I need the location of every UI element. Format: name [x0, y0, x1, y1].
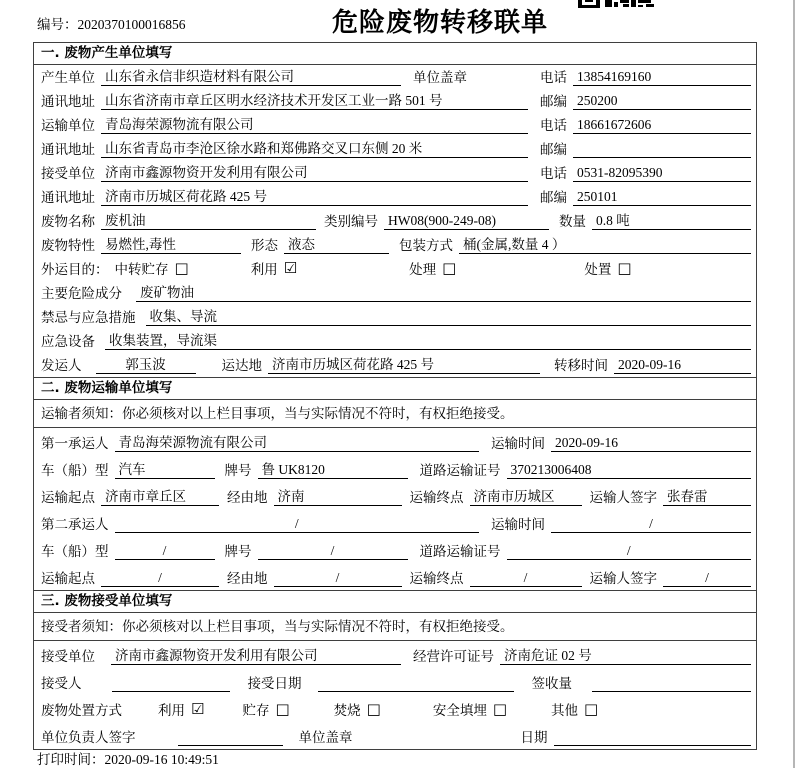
hazard-component-label: 主要危险成分	[41, 286, 122, 301]
disposal-landfill	[433, 699, 507, 719]
producer-phone-value: 13854169160	[573, 69, 751, 86]
transfer-time-label: 转移时间	[554, 358, 608, 373]
transport-time1-value: 2020-09-16	[551, 435, 751, 452]
terminus1-value: 济南市历城区	[470, 485, 582, 506]
disposal-utilize	[158, 699, 204, 719]
disposal-utilize-checkbox: ☑	[191, 699, 205, 718]
section1-title: 一. 废物产生单位填写	[34, 43, 756, 65]
transfer-storage-checkbox: □	[174, 258, 189, 277]
terminus1-label: 运输终点	[409, 490, 464, 505]
packing-value: 桶(金属,数量 4 ）	[459, 233, 751, 254]
road-permit2-value: /	[507, 543, 752, 560]
vehicle-type1-label: 车（船）型	[41, 463, 109, 478]
row-receiver-address	[34, 185, 756, 209]
disposal-incinerate-label: 焚烧	[333, 703, 361, 718]
accept-person-value	[112, 676, 230, 692]
via1-value: 济南	[274, 485, 402, 506]
outbound-purpose-label: 外运目的：	[41, 262, 109, 277]
producer-address-value: 山东省济南市章丘区明水经济技术开发区工业一路 501 号	[101, 89, 528, 110]
producer-zip-label: 邮编	[540, 94, 567, 109]
transporter-notice: 运输者须知：你必须核对以上栏目事项，当与实际情况不符时，有权拒绝接受。	[34, 400, 756, 428]
disposal-storage	[242, 699, 289, 719]
row-producer-unit	[34, 65, 756, 89]
quantity-value: 0.8 吨	[592, 209, 751, 230]
receiver-zip-value: 250101	[573, 189, 751, 206]
serial-value: 2020370100016856	[77, 17, 186, 32]
row-route2	[34, 563, 756, 590]
transporter-zip-value	[573, 142, 751, 158]
row-accept-unit	[34, 641, 756, 668]
utilize-checkbox: ☑	[283, 258, 298, 277]
origin2-value: /	[101, 570, 219, 587]
receiver-unit-value: 济南市鑫源物资开发利用有限公司	[101, 161, 528, 182]
dispose-checkbox: □	[617, 258, 632, 277]
origin1-label: 运输起点	[41, 490, 95, 505]
signed-quantity-label: 签收量	[531, 676, 572, 691]
producer-unit-value: 山东省永信非织造材料有限公司	[101, 65, 401, 86]
row-waste-property	[34, 233, 756, 257]
road-permit1-value: 370213006408	[507, 462, 752, 479]
row-consignor	[34, 353, 756, 377]
treat-label: 处理	[409, 262, 437, 277]
first-carrier-value: 青岛海荣源物流有限公司	[115, 431, 480, 452]
receiver-phone-value: 0531-82095390	[573, 165, 751, 182]
carrier-sign2-value: /	[663, 570, 751, 587]
dispose-label: 处置	[584, 262, 612, 277]
disposal-other	[551, 699, 598, 719]
via1-label: 经由地	[227, 490, 268, 505]
producer-address-label: 通讯地址	[41, 94, 95, 109]
terminus2-label: 运输终点	[409, 571, 464, 586]
row-emergency-equipment	[34, 329, 756, 353]
utilize-label: 利用	[250, 262, 278, 277]
waste-name-label: 废物名称	[41, 214, 95, 229]
disposal-incinerate	[334, 699, 381, 719]
category-code-label: 类别编号	[324, 214, 378, 229]
road-permit2-label: 道路运输证号	[419, 544, 501, 559]
transporter-unit-value: 青岛海荣源物流有限公司	[101, 113, 528, 134]
second-carrier-label: 第二承运人	[41, 517, 109, 532]
accept-unit-label: 接受单位	[41, 649, 95, 664]
transporter-address-value: 山东省青岛市李沧区徐水路和郑佛路交叉口东侧 20 米	[101, 137, 528, 158]
section2-title: 二. 废物运输单位填写	[34, 378, 756, 400]
purpose-transfer-storage	[115, 258, 189, 278]
section-receiver	[33, 591, 757, 750]
hazard-component-value: 废矿物油	[136, 281, 751, 302]
manifest-form	[33, 42, 757, 750]
contraindication-label: 禁忌与应急措施	[41, 310, 136, 325]
seal-date-value	[554, 730, 752, 746]
treat-checkbox: □	[442, 258, 457, 277]
form-state-value: 液态	[284, 233, 389, 254]
plate-number1-value: 鲁 UK8120	[258, 458, 408, 479]
receiver-notice: 接受者须知：你必须核对以上栏目事项，当与实际情况不符时，有权拒绝接受。	[34, 613, 756, 641]
vehicle-type2-label: 车（船）型	[41, 544, 109, 559]
license-number-value: 济南危证 02 号	[500, 644, 751, 665]
emergency-equipment-label: 应急设备	[41, 334, 95, 349]
unit-seal2-label: 单位盖章	[298, 730, 353, 745]
carrier-sign1-value: 张春雷	[663, 485, 751, 506]
disposal-other-checkbox: □	[584, 699, 599, 718]
row-outbound-purpose	[34, 257, 756, 281]
transport-time2-label: 运输时间	[491, 517, 545, 532]
row-vehicle-type1	[34, 455, 756, 482]
terminus2-value: /	[470, 570, 582, 587]
row-receiver-unit	[34, 161, 756, 185]
producer-phone-label: 电话	[540, 70, 567, 85]
transport-time1-label: 运输时间	[491, 436, 545, 451]
category-code-value: HW08(900-249-08)	[384, 213, 549, 230]
row-transporter-address	[34, 137, 756, 161]
road-permit1-label: 道路运输证号	[419, 463, 501, 478]
disposal-landfill-label: 安全填埋	[432, 703, 487, 718]
destination-value: 济南市历城区荷花路 425 号	[268, 353, 540, 374]
receiver-address-label: 通讯地址	[41, 190, 95, 205]
seal-date-label: 日期	[520, 730, 548, 745]
disposal-incinerate-checkbox: □	[366, 699, 381, 718]
row-hazard-component	[34, 281, 756, 305]
first-carrier-label: 第一承运人	[41, 436, 109, 451]
disposal-other-label: 其他	[551, 703, 579, 718]
accept-person-label: 接受人	[41, 676, 82, 691]
serial-number	[37, 13, 186, 33]
row-transporter-unit	[34, 113, 756, 137]
print-time-label: 打印时间：	[37, 752, 105, 767]
row-waste-name	[34, 209, 756, 233]
plate-number2-value: /	[258, 543, 408, 560]
serial-label: 编号：	[37, 17, 78, 32]
row-first-carrier	[34, 428, 756, 455]
disposal-storage-label: 贮存	[242, 703, 270, 718]
accept-date-value	[318, 676, 514, 692]
vehicle-type1-value: 汽车	[115, 458, 215, 479]
plate-number2-label: 牌号	[224, 544, 252, 559]
license-number-label: 经营许可证号	[413, 649, 494, 664]
purpose-treat	[409, 258, 456, 278]
receiver-phone-label: 电话	[540, 166, 567, 181]
second-carrier-value: /	[115, 516, 480, 533]
row-vehicle-type2	[34, 536, 756, 563]
section-producer	[33, 42, 757, 378]
transporter-phone-label: 电话	[540, 118, 567, 133]
carrier-sign2-label: 运输人签字	[589, 571, 657, 586]
row-responsible-sign	[34, 722, 756, 749]
page-title: 危险废物转移联单	[332, 8, 549, 38]
destination-label: 运达地	[221, 358, 262, 373]
origin1-value: 济南市章丘区	[101, 485, 219, 506]
transfer-storage-label: 中转贮存	[114, 262, 169, 277]
disposal-method-label: 废物处置方式	[41, 703, 122, 718]
emergency-equipment-value: 收集装置，导流渠	[105, 329, 751, 350]
row-producer-address	[34, 89, 756, 113]
via2-label: 经由地	[227, 571, 268, 586]
purpose-dispose	[584, 258, 631, 278]
responsible-sign-label: 单位负责人签字	[41, 730, 136, 745]
transfer-time-value: 2020-09-16	[614, 357, 751, 374]
print-time-value: 2020-09-16 10:49:51	[104, 752, 219, 767]
waste-name-value: 废机油	[101, 209, 316, 230]
via2-value: /	[274, 570, 402, 587]
row-second-carrier	[34, 509, 756, 536]
waste-property-label: 废物特性	[41, 238, 95, 253]
print-time	[37, 748, 219, 768]
transporter-unit-label: 运输单位	[41, 118, 95, 133]
receiver-zip-label: 邮编	[540, 190, 567, 205]
receiver-unit-label: 接受单位	[41, 166, 95, 181]
origin2-label: 运输起点	[41, 571, 95, 586]
vehicle-type2-value: /	[115, 543, 215, 560]
row-disposal-method	[34, 695, 756, 722]
transport-time2-value: /	[551, 516, 751, 533]
receiver-address-value: 济南市历城区荷花路 425 号	[101, 185, 528, 206]
carrier-sign1-label: 运输人签字	[589, 490, 657, 505]
transporter-zip-label: 邮编	[540, 142, 567, 157]
qr-code-fragment	[578, 0, 654, 10]
disposal-landfill-checkbox: □	[492, 699, 508, 718]
contraindication-value: 收集、导流	[146, 305, 752, 326]
section-transporter	[33, 378, 757, 591]
row-accept-person	[34, 668, 756, 695]
disposal-storage-checkbox: □	[275, 699, 290, 718]
waste-property-value: 易燃性,毒性	[101, 233, 241, 254]
form-state-label: 形态	[251, 238, 278, 253]
purpose-utilize	[251, 258, 297, 278]
producer-zip-value: 250200	[573, 93, 751, 110]
quantity-label: 数量	[559, 214, 586, 229]
accept-unit-value: 济南市鑫源物资开发利用有限公司	[111, 644, 401, 665]
transporter-phone-value: 18661672606	[573, 117, 751, 134]
consignor-value: 郭玉波	[96, 353, 196, 374]
plate-number1-label: 牌号	[224, 463, 252, 478]
disposal-utilize-label: 利用	[158, 703, 185, 718]
unit-seal-label: 单位盖章	[413, 70, 467, 85]
packing-label: 包装方式	[399, 238, 453, 253]
page-edge-line	[793, 0, 795, 768]
signed-quantity-value	[592, 676, 751, 692]
responsible-sign-value	[178, 730, 283, 746]
producer-unit-label: 产生单位	[41, 70, 95, 85]
consignor-label: 发运人	[41, 358, 82, 373]
row-contraindication	[34, 305, 756, 329]
transporter-address-label: 通讯地址	[41, 142, 95, 157]
accept-date-label: 接受日期	[247, 676, 302, 691]
row-route1	[34, 482, 756, 509]
section3-title: 三. 废物接受单位填写	[34, 591, 756, 613]
